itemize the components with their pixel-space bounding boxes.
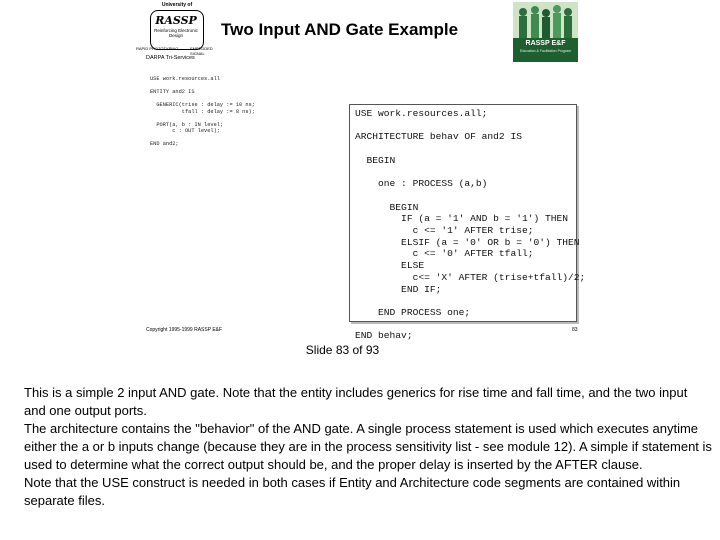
logo-left-tag: RAPID PROTOTYPING xyxy=(136,46,179,51)
badge-name: RASSP E&F xyxy=(525,40,566,47)
slide-page-number: 83 xyxy=(572,327,578,333)
logo-name: RASSP xyxy=(155,14,197,27)
notes-paragraph: Note that the USE construct is needed in both cases if Entity and Architecture code segments are contained within separate files. xyxy=(24,475,681,508)
people-illustration-icon xyxy=(513,2,578,38)
logo-right-tag: EMBEDDED SIGNAL xyxy=(190,46,213,56)
rassp-ef-badge xyxy=(513,2,578,60)
speaker-notes xyxy=(24,384,712,510)
logo-subtitle: Reinforcing Electronic Design xyxy=(154,28,198,38)
slide-image xyxy=(128,0,586,342)
company-line: DARPA Tri-Services xyxy=(146,55,195,61)
notes-paragraph: This is a simple 2 input AND gate. Note that the entity includes generics for rise time and fall time, and the two input and one output ports. xyxy=(24,385,688,418)
slide-counter: Slide 83 of 93 xyxy=(305,343,380,357)
badge-tagline: Education & Facilitation Program xyxy=(520,49,571,53)
logo-university: University of xyxy=(161,2,193,8)
rassp-logo xyxy=(136,2,213,56)
architecture-code: USE work.resources.all; ARCHITECTURE behav OF and2 IS BEGIN one : PROCESS (a,b) BEGIN IF (a = '1' AND b = '1') THEN c <= '1' AFTER trise; ELSIF (a = '0' OR b = '0') THEN c <= '0' AFTER tfall; ELSE c<= 'X' AFTER (trise+tfall)/2; END IF; END PROCESS one; END behav; xyxy=(355,108,586,342)
entity-code: USE work.resources.all ENTITY and2 IS GENERIC(trise : delay := 10 ns; tfall : delay := 8 ns); PORT(a, b : IN level; c : OUT level); END and2; xyxy=(150,76,255,147)
copyright: Copyright 1995-1999 RASSP E&F xyxy=(146,327,223,333)
notes-paragraph: The architecture contains the "behavior" of the AND gate. A single process statement is used which executes anytime either the a or b inputs change (because they are in the process sensitivity list - see module 12). A simple if statement is used to determine what the correct output should be, and the proper delay is inserted by the AFTER clause. xyxy=(24,421,712,472)
slide-title: Two Input AND Gate Example xyxy=(221,20,459,39)
